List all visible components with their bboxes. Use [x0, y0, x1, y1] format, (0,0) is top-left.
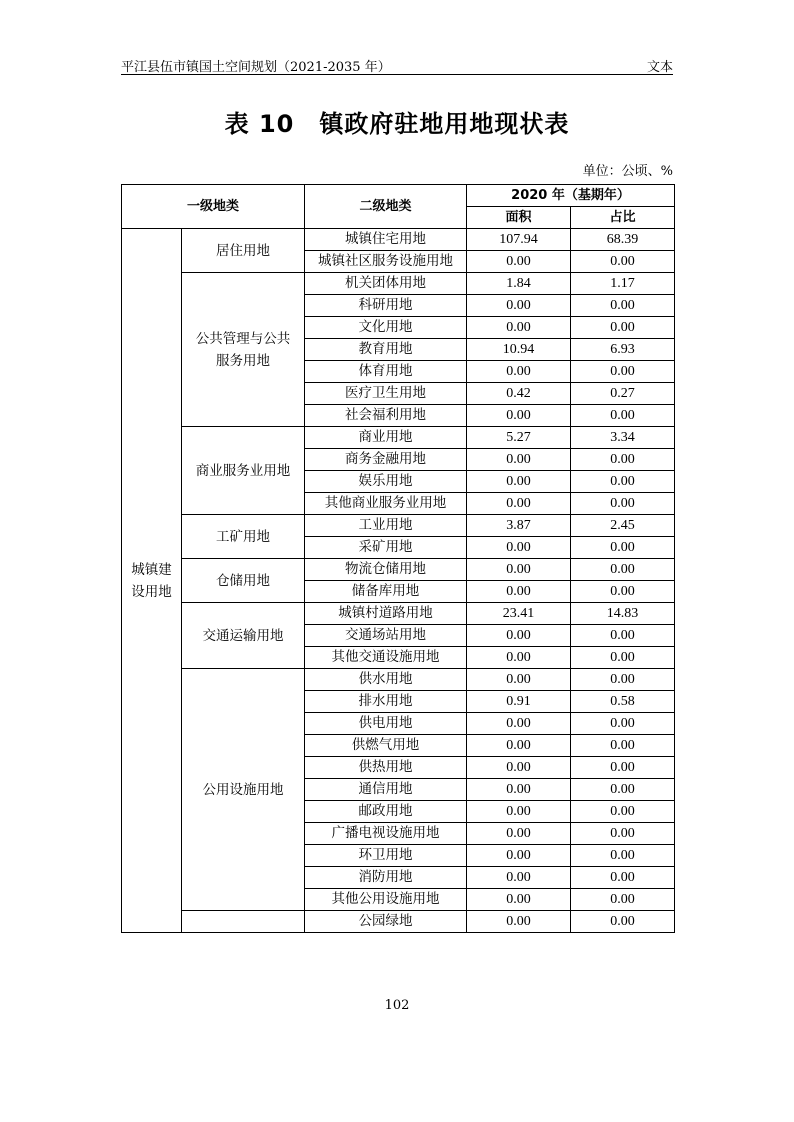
table-body [122, 229, 675, 933]
table-row [122, 427, 675, 449]
area-cell: 0.00 [467, 713, 571, 735]
level2-cell: 教育用地 [305, 339, 467, 361]
level1-cell: 居住用地 [182, 229, 305, 273]
level2-cell: 城镇住宅用地 [305, 229, 467, 251]
header-year: 2020 年（基期年） [467, 185, 675, 207]
ratio-cell: 68.39 [571, 229, 675, 251]
area-cell: 0.00 [467, 295, 571, 317]
ratio-cell: 0.00 [571, 889, 675, 911]
level1-cell: 商业服务业用地 [182, 427, 305, 515]
level2-cell: 公园绿地 [305, 911, 467, 933]
ratio-cell: 0.00 [571, 361, 675, 383]
level2-cell: 储备库用地 [305, 581, 467, 603]
ratio-cell: 0.00 [571, 405, 675, 427]
table-row [122, 515, 675, 537]
area-cell: 0.00 [467, 471, 571, 493]
header-section: 文本 [646, 60, 673, 75]
level2-cell: 邮政用地 [305, 801, 467, 823]
ratio-cell: 0.00 [571, 845, 675, 867]
table-title: 表 10 镇政府驻地用地现状表 [224, 110, 570, 138]
ratio-cell: 0.00 [571, 757, 675, 779]
ratio-cell: 0.00 [571, 537, 675, 559]
area-cell: 0.00 [467, 889, 571, 911]
area-cell: 0.00 [467, 647, 571, 669]
ratio-cell: 0.00 [571, 823, 675, 845]
area-cell: 10.94 [467, 339, 571, 361]
header-ratio: 占比 [571, 207, 675, 229]
ratio-cell: 0.27 [571, 383, 675, 405]
area-cell: 0.42 [467, 383, 571, 405]
area-cell: 5.27 [467, 427, 571, 449]
table-row [122, 559, 675, 581]
area-cell: 0.00 [467, 449, 571, 471]
level2-cell: 其他公用设施用地 [305, 889, 467, 911]
level2-cell: 采矿用地 [305, 537, 467, 559]
level2-cell: 商业用地 [305, 427, 467, 449]
area-cell: 0.00 [467, 867, 571, 889]
ratio-cell: 0.00 [571, 559, 675, 581]
page-header [121, 54, 673, 74]
area-cell: 107.94 [467, 229, 571, 251]
level1-cell [182, 911, 305, 933]
level2-cell: 供热用地 [305, 757, 467, 779]
land-use-table [121, 184, 675, 933]
ratio-cell: 6.93 [571, 339, 675, 361]
level1-cell: 公用设施用地 [182, 669, 305, 911]
ratio-cell: 1.17 [571, 273, 675, 295]
level2-cell: 体育用地 [305, 361, 467, 383]
level1-cell: 公共管理与公共服务用地 [182, 273, 305, 427]
level2-cell: 环卫用地 [305, 845, 467, 867]
level2-cell: 工业用地 [305, 515, 467, 537]
level2-cell: 娱乐用地 [305, 471, 467, 493]
level2-cell: 商务金融用地 [305, 449, 467, 471]
header-level2: 二级地类 [305, 185, 467, 229]
area-cell: 1.84 [467, 273, 571, 295]
ratio-cell: 0.00 [571, 911, 675, 933]
area-cell: 0.00 [467, 537, 571, 559]
page-number: 102 [384, 998, 410, 1013]
level2-cell: 物流仓储用地 [305, 559, 467, 581]
ratio-cell: 0.58 [571, 691, 675, 713]
ratio-cell: 0.00 [571, 295, 675, 317]
ratio-cell: 0.00 [571, 581, 675, 603]
ratio-cell: 0.00 [571, 625, 675, 647]
ratio-cell: 0.00 [571, 669, 675, 691]
ratio-cell: 0.00 [571, 801, 675, 823]
unit-label: 单位：公顷、% [582, 164, 673, 179]
level2-cell: 社会福利用地 [305, 405, 467, 427]
ratio-cell: 0.00 [571, 867, 675, 889]
ratio-cell: 0.00 [571, 471, 675, 493]
area-cell: 3.87 [467, 515, 571, 537]
area-cell: 0.00 [467, 845, 571, 867]
level1-cell: 工矿用地 [182, 515, 305, 559]
header-title: 平江县伍市镇国土空间规划（2021-2035 年） [121, 60, 391, 75]
area-cell: 0.00 [467, 559, 571, 581]
area-cell: 0.00 [467, 911, 571, 933]
ratio-cell: 0.00 [571, 779, 675, 801]
ratio-cell: 0.00 [571, 493, 675, 515]
area-cell: 0.91 [467, 691, 571, 713]
level2-cell: 城镇社区服务设施用地 [305, 251, 467, 273]
ratio-cell: 3.34 [571, 427, 675, 449]
area-cell: 0.00 [467, 405, 571, 427]
level2-cell: 交通场站用地 [305, 625, 467, 647]
area-cell: 0.00 [467, 669, 571, 691]
level2-cell: 医疗卫生用地 [305, 383, 467, 405]
level1-cell: 交通运输用地 [182, 603, 305, 669]
level2-cell: 排水用地 [305, 691, 467, 713]
ratio-cell: 2.45 [571, 515, 675, 537]
area-cell: 0.00 [467, 317, 571, 339]
header-level1: 一级地类 [122, 185, 305, 229]
area-cell: 0.00 [467, 251, 571, 273]
area-cell: 0.00 [467, 625, 571, 647]
level2-cell: 广播电视设施用地 [305, 823, 467, 845]
level0-cell: 城镇建设用地 [122, 229, 182, 933]
area-cell: 0.00 [467, 493, 571, 515]
table-row [122, 229, 675, 251]
area-cell: 0.00 [467, 581, 571, 603]
table-row [122, 911, 675, 933]
level2-cell: 其他交通设施用地 [305, 647, 467, 669]
area-cell: 0.00 [467, 757, 571, 779]
ratio-cell: 0.00 [571, 735, 675, 757]
ratio-cell: 0.00 [571, 251, 675, 273]
area-cell: 23.41 [467, 603, 571, 625]
ratio-cell: 0.00 [571, 713, 675, 735]
level2-cell: 其他商业服务业用地 [305, 493, 467, 515]
area-cell: 0.00 [467, 735, 571, 757]
ratio-cell: 0.00 [571, 647, 675, 669]
area-cell: 0.00 [467, 823, 571, 845]
header-area: 面积 [467, 207, 571, 229]
level2-cell: 消防用地 [305, 867, 467, 889]
level2-cell: 城镇村道路用地 [305, 603, 467, 625]
level2-cell: 供燃气用地 [305, 735, 467, 757]
level2-cell: 供水用地 [305, 669, 467, 691]
ratio-cell: 0.00 [571, 317, 675, 339]
area-cell: 0.00 [467, 801, 571, 823]
ratio-cell: 14.83 [571, 603, 675, 625]
level2-cell: 通信用地 [305, 779, 467, 801]
level2-cell: 供电用地 [305, 713, 467, 735]
level2-cell: 文化用地 [305, 317, 467, 339]
table-row [122, 669, 675, 691]
area-cell: 0.00 [467, 361, 571, 383]
table-row [122, 603, 675, 625]
area-cell: 0.00 [467, 779, 571, 801]
header-divider [121, 74, 673, 75]
level2-cell: 机关团体用地 [305, 273, 467, 295]
level2-cell: 科研用地 [305, 295, 467, 317]
table-row [122, 273, 675, 295]
ratio-cell: 0.00 [571, 449, 675, 471]
level1-cell: 仓储用地 [182, 559, 305, 603]
